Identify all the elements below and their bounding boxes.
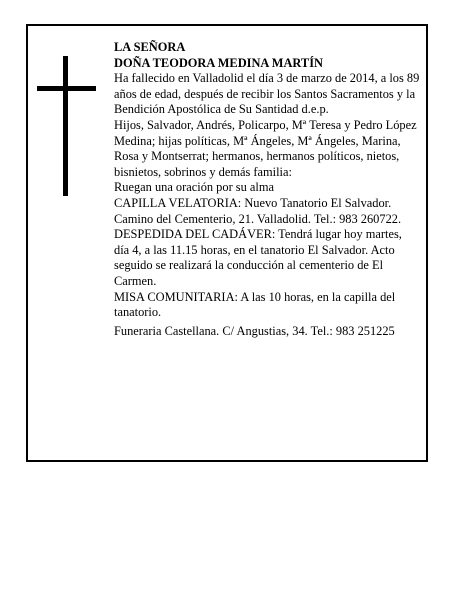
- family-list: Hijos, Salvador, Andrés, Policarpo, Mª Teresa y Pedro López Medina; hijas políticas, Mª Ángeles, Mª Ángeles, Marina, Rosa y Montserrat; hermanos, hermanos políticos, nietos, bisnietos, sobrinos y demás familia:: [114, 117, 417, 179]
- farewell-info: DESPEDIDA DEL CADÁVER: Tendrá lugar hoy martes, día 4, a las 11.15 horas, en el tanatorio El Salvador. Acto seguido se realizará la conducción al cementerio de El Carmen.: [114, 227, 402, 288]
- notice-title: LA SEÑORA: [114, 40, 186, 54]
- prayer-request: Ruegan una oración por su alma: [114, 180, 274, 195]
- wake-info: CAPILLA VELATORIA: Nuevo Tanatorio El Salvador. Camino del Cementerio, 21. Valladolid. Tel.: 983 260722.: [114, 195, 402, 226]
- mass-info: MISA COMUNITARIA: A las 10 horas, en la capilla del tanatorio.: [114, 289, 396, 320]
- deceased-name: DOÑA TEODORA MEDINA MARTÍN: [114, 55, 323, 70]
- funeral-home-info: Funeraria Castellana. C/ Angustias, 34. Tel.: 983 251225: [114, 323, 395, 338]
- death-statement: Ha fallecido en Valladolid el día 3 de marzo de 2014, a los 89 años de edad, después de recibir los Santos Sacramentos y la Bendición Apostólica de Su Santidad d.e.p.: [114, 71, 420, 117]
- obituary-text: [114, 40, 420, 339]
